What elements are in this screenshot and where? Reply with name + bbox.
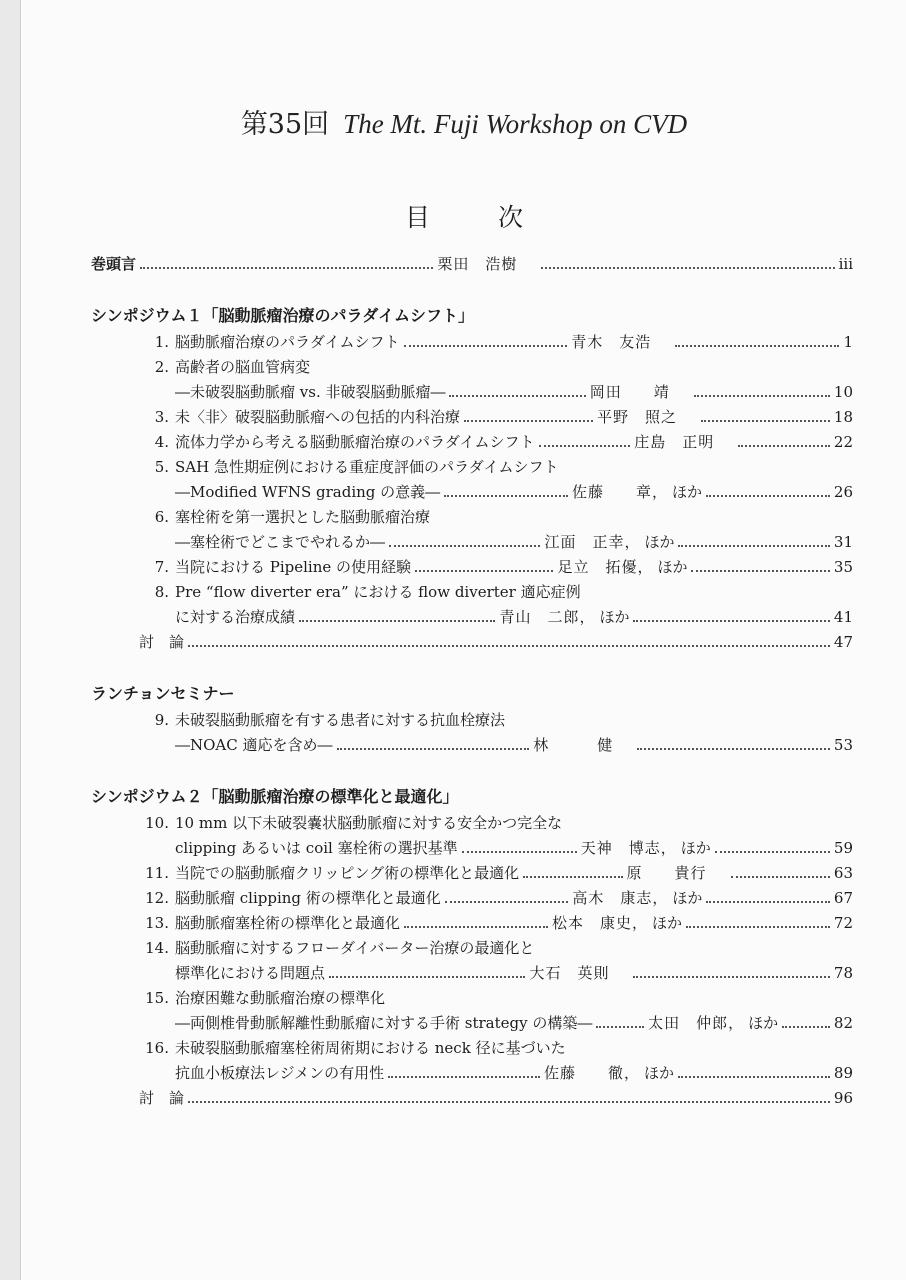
entry-page: 31 [833,533,853,551]
leader-dots [633,620,829,622]
toc-entry-line[interactable] [91,530,853,555]
entry-title: ―NOAC 適応を含め― [175,736,333,754]
entry-title: 未破裂脳動脈瘤を有する患者に対する抗血栓療法 [175,711,506,729]
entry-number: 1. [154,333,169,351]
leader-dots [462,851,577,853]
entry-number: 7. [154,558,169,576]
discussion-page: 47 [833,633,853,651]
entry-author: 佐藤 徹， [544,1064,641,1082]
entry-author-suffix: ほか [748,1014,779,1032]
entry-title: 脳動脈瘤 clipping 術の標準化と最適化 [175,889,441,907]
entry-title: 高齢者の脳血管病変 [175,358,311,376]
leader-dots [140,267,433,269]
leader-dots [715,851,830,853]
leader-dots [188,1101,830,1103]
section-gap [91,277,853,302]
toc-entry-line[interactable] [91,708,853,733]
leader-dots [329,976,525,978]
entry-author: 岡田 靖 [589,383,670,401]
entry-page: 22 [833,433,853,451]
series-number: 第35回 [240,109,330,140]
entry-author-suffix: ほか [657,558,688,576]
toc-entry-line[interactable] [91,355,853,380]
leader-dots [449,395,585,397]
entry-title: clipping あるいは coil 塞栓術の選択基準 [175,839,458,857]
series-title [21,102,906,141]
entry-author: 天神 博志， [580,839,677,857]
preface-author: 栗田 浩樹 [437,255,518,273]
leader-dots [464,420,593,422]
entry-page: 1 [843,333,853,351]
leader-dots [678,545,829,547]
leader-dots [637,748,830,750]
entry-title: 脳動脈瘤塞栓術の標準化と最適化 [175,914,401,932]
document-page [20,0,906,1280]
entry-author-suffix: ほか [672,483,703,501]
entry-number: 12. [145,889,169,907]
toc-entry-line[interactable] [91,1036,853,1061]
entry-number: 15. [145,989,169,1007]
entry-author-suffix: ほか [644,1064,675,1082]
entry-page: 59 [833,839,854,857]
entry-author-suffix: ほか [651,914,682,932]
entry-number: 14. [145,939,169,957]
entry-number: 13. [145,914,169,932]
discussion-entry[interactable] [91,630,853,655]
discussion-label: 討 論 [139,633,185,651]
leader-dots [706,901,830,903]
entry-author: 青木 友浩 [571,333,652,351]
toc-entry-line[interactable] [91,330,853,355]
leader-dots [299,620,495,622]
leader-dots [337,748,530,750]
section-gap [91,655,853,680]
toc-entry-line[interactable] [91,936,853,961]
entry-author: 江面 正幸， [544,533,641,551]
entry-page: 26 [833,483,854,501]
section-gap [91,758,853,783]
leader-dots [444,495,568,497]
entry-author: 高木 康志， [572,889,669,907]
entry-number: 11. [145,864,169,882]
entry-author-suffix: ほか [680,839,711,857]
section-heading: シンポジウム２「脳動脈瘤治療の標準化と最適化」 [91,787,459,806]
leader-dots [539,445,631,447]
entry-number: 2. [154,358,169,376]
entry-title: 10 mm 以下未破裂嚢状脳動脈瘤に対する安全かつ完全な [175,814,563,832]
leader-dots [541,267,834,269]
section-heading: ランチョンセミナー [91,684,235,703]
preface-page: iii [838,255,854,273]
entry-title: ―塞栓術でどこまでやれるか― [175,533,386,551]
entry-title: 塞栓術を第一選択とした脳動脈瘤治療 [175,508,431,526]
toc-entry-line[interactable] [91,861,853,886]
entry-title: 当院での脳動脈瘤クリッピング術の標準化と最適化 [175,864,520,882]
toc-entry-line[interactable] [91,1061,853,1086]
entry-title: 抗血小板療法レジメンの有用性 [175,1064,385,1082]
toc-entry-line[interactable] [91,911,853,936]
toc-entry-line[interactable] [91,580,853,605]
entry-author: 青山 二郎， [499,608,596,626]
discussion-label: 討 論 [139,1089,185,1107]
leader-dots [445,901,569,903]
entry-author: 足立 拓優， [557,558,654,576]
entry-author-suffix: ほか [599,608,630,626]
toc-entry-line[interactable] [91,605,853,630]
entry-title: ―未破裂脳動脈瘤 vs. 非破裂脳動脈瘤― [175,383,446,401]
entry-title: 脳動脈瘤治療のパラダイムシフト [175,333,400,351]
entry-title: 標準化における問題点 [175,964,326,982]
toc-entry-line[interactable] [91,480,853,505]
entry-title: 流体力学から考える脳動脈瘤治療のパラダイムシフト [175,433,535,451]
entry-title: Pre “flow diverter era” における flow diverter 適応症例 [175,583,581,601]
entry-page: 72 [833,914,853,932]
leader-dots [731,876,830,878]
entry-page: 78 [833,964,854,982]
leader-dots [415,570,553,572]
toc-entry-line[interactable] [91,505,853,530]
leader-dots [596,1026,644,1028]
entry-page: 53 [833,736,854,754]
discussion-page: 96 [833,1089,853,1107]
entry-number: 8. [154,583,169,601]
entry-page: 35 [833,558,853,576]
toc-entry-line[interactable] [91,555,853,580]
toc-entry-line[interactable] [91,380,853,405]
leader-dots [523,876,622,878]
entry-title: ―Modified WFNS grading の意義― [175,483,441,501]
entry-title: 治療困難な動脈瘤治療の標準化 [175,989,386,1007]
entry-author: 原 貴行 [626,864,707,882]
section-heading: シンポジウム１「脳動脈瘤治療のパラダイムシフト」 [91,306,474,325]
entry-number: 4. [154,433,169,451]
toc-entry-line[interactable] [91,836,853,861]
entry-title: 未破裂脳動脈瘤塞栓術周術期における neck 径に基づいた [175,1039,566,1057]
entry-number: 10. [145,814,169,832]
entry-author: 大石 英則 [529,964,610,982]
leader-dots [678,1076,830,1078]
entry-author: 佐藤 章， [572,483,669,501]
entry-author: 庄島 正明 [634,433,715,451]
leader-dots [782,1026,830,1028]
entry-page: 67 [833,889,854,907]
entry-number: 3. [154,408,169,426]
toc-entry-line[interactable] [91,1011,853,1036]
entry-author: 太田 仲郎， [648,1014,745,1032]
entry-title: SAH 急性期症例における重症度評価のパラダイムシフト [175,458,559,476]
entry-page: 41 [833,608,853,626]
entry-author: 林 健 [533,736,614,754]
toc-entry-line[interactable] [91,811,853,836]
toc-entry-line[interactable] [91,430,853,455]
toc-entry-line[interactable] [91,455,853,480]
entry-author: 平野 照之 [596,408,677,426]
leader-dots [388,1076,540,1078]
entry-number: 6. [154,508,169,526]
leader-dots [686,926,830,928]
leader-dots [188,645,830,647]
entry-title: ―両側椎骨動脈解離性動脈瘤に対する手術 strategy の構築― [175,1014,593,1032]
entry-title: 脳動脈瘤に対するフローダイバーター治療の最適化と [175,939,535,957]
leader-dots [738,445,830,447]
preface-entry[interactable] [91,252,853,277]
preface-title: 巻頭言 [91,255,137,273]
entry-author: 松本 康史， [551,914,648,932]
toc-entry-line[interactable] [91,986,853,1011]
entry-page: 63 [833,864,854,882]
entry-title: 当院における Pipeline の使用経験 [175,558,412,576]
leader-dots [633,976,829,978]
toc-heading: 目次 [404,203,591,232]
entry-number: 9. [154,711,169,729]
entry-page: 89 [833,1064,854,1082]
toc-entry-line[interactable] [91,405,853,430]
table-of-contents [91,252,853,1111]
toc-entry-line[interactable] [91,961,853,986]
entry-author-suffix: ほか [672,889,703,907]
entry-number: 16. [145,1039,169,1057]
leader-dots [389,545,540,547]
discussion-entry[interactable] [91,1086,853,1111]
series-english-title: The Mt. Fuji Workshop on CVD [343,109,688,139]
entry-page: 10 [833,383,854,401]
leader-dots [675,345,839,347]
entry-page: 82 [833,1014,853,1032]
entry-title: 未〈非〉破裂脳動脈瘤への包括的内科治療 [175,408,461,426]
leader-dots [706,495,830,497]
leader-dots [701,420,830,422]
entry-title: に対する治療成績 [175,608,296,626]
leader-dots [691,570,829,572]
leader-dots [404,345,568,347]
entry-author-suffix: ほか [644,533,675,551]
toc-entry-line[interactable] [91,886,853,911]
leader-dots [694,395,830,397]
entry-number: 5. [154,458,169,476]
toc-entry-line[interactable] [91,733,853,758]
leader-dots [404,926,548,928]
entry-page: 18 [833,408,854,426]
